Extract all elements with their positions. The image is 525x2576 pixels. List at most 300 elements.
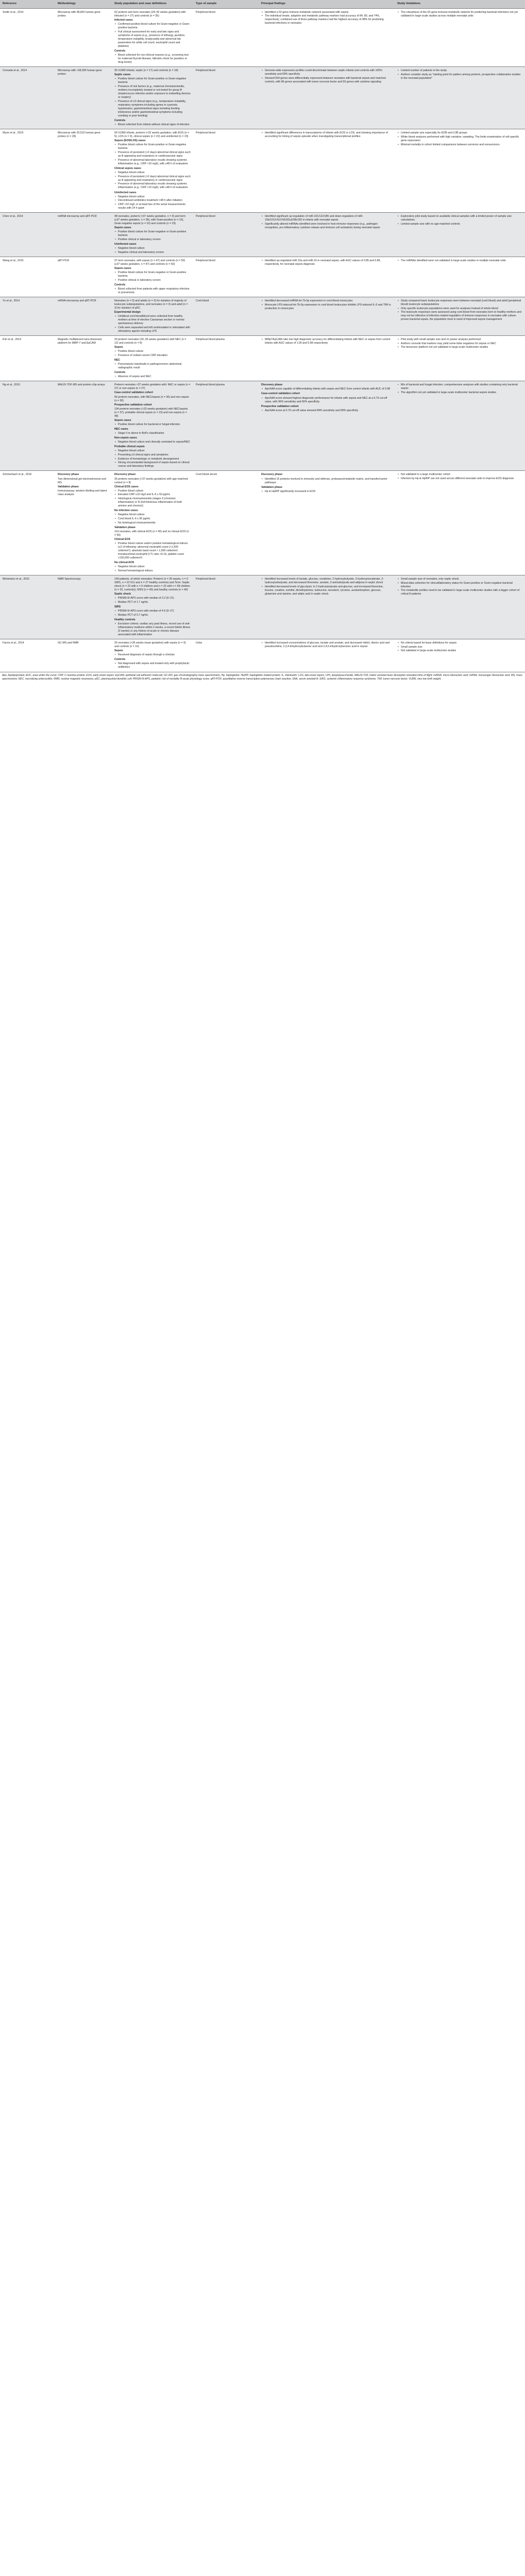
bullet-list	[261, 478, 392, 485]
reference-text: Wang et al., 2015	[3, 259, 24, 262]
table-row	[0, 381, 525, 471]
bullet-item: • Negative clinical and laboratory screen	[118, 251, 191, 255]
bullet-list	[114, 622, 191, 637]
bullet-list	[114, 609, 191, 617]
bullet-item: • The individual innate, adaptive and metabolic pathway markers had accuracy of 84, 80, and 74%, respectively; combined use of three pathway markers had the highest accuracy of 98% for predicting bacterial infections in neonates	[265, 14, 392, 25]
bullet-list	[397, 69, 522, 80]
header-row	[0, 0, 525, 8]
cell-subheading: Sepsis cases	[114, 418, 131, 422]
cell-text: Immunoassay, western blotting and latent class analysis	[58, 489, 107, 496]
header-sample-type: Type of sample	[193, 0, 259, 8]
bullet-item: • Confirmed positive blood culture for Gram-negative or Gram-positive bacteria	[118, 23, 191, 30]
cell-subheading: Sepsis cases	[114, 266, 131, 270]
bullet-item: • Positive blood culture for bacterial or fungal infection	[118, 423, 191, 427]
bullet-item: • Study compared basic leukocyte responses were between neonatal (cord blood) and adult (peripheral blood) leukocyte subpopulations	[401, 299, 522, 307]
bullet-list	[114, 287, 191, 295]
bullet-list	[261, 131, 392, 139]
cell-text: 48 neonates, preterm (<37 weeks gestation, n = 9) and term (≥37 weeks gestation, n = 39), with Gram-positive (n = 15), Gram-negative sepsis (n = 10) and controls (n = 23)	[114, 215, 186, 226]
bullet-list	[397, 11, 522, 18]
bullet-list	[114, 363, 191, 370]
bullet-item: • Infection by Hp & Hp/RP can not used across different neonatal units to improve EOS diagnosis	[401, 477, 522, 481]
cell-sample-type	[193, 575, 259, 639]
cell-sample-type	[193, 257, 259, 297]
sample-text: Cord blood serum	[196, 473, 217, 477]
cell-study-limitations	[395, 381, 525, 471]
cell-methodology	[55, 213, 112, 257]
bullet-item: • Limited sample size especially for EOB and LOB groups	[401, 131, 522, 135]
cell-text: 62 preterm and term neonates (24–42 weeks gestation) with infected (n = 27) and controls (n = 35)	[114, 10, 186, 18]
cell-subheading: Sepsis cases	[114, 226, 131, 230]
reference-text: Yu et al., 2014	[3, 299, 20, 302]
cell-text: Microarray with 48,802 human gene probes	[58, 10, 100, 18]
sample-text: Peripheral blood plasma	[196, 383, 225, 387]
bullet-list	[261, 11, 392, 26]
bullet-item: • Cells were separated and left unstimulated or stimulated with stimulatory agents including LPS	[118, 326, 191, 333]
cell-text: 60 preterm neonates, with NEC/sepsis (n = 30) and non-sepsis (n = 30)	[114, 395, 189, 402]
cell-principal-findings	[259, 639, 395, 672]
cell-methodology	[55, 8, 112, 66]
bullet-item: • Negative blood culture	[118, 171, 191, 175]
bullet-item: • Identified a 52-gene immune-metabolic network associated with sepsis	[265, 11, 392, 14]
bullet-item: • Pneumatosis intestinalis in pathognomonic abdominal radiographic result	[118, 363, 191, 370]
cell-study-limitations	[395, 213, 525, 257]
cell-subheading: NEC	[114, 359, 120, 362]
cell-text: 140 patients, of which neonates: Preterm (n = 39 sepsis, n = 9 SIRS, n = 22 ICU and n = 27 healthy controls) and Term: Septic shock (n = 22 with n = 6 children and n = 22 with n = 58 children (n = 20, controls)); SIRS (n = 40) and healthy controls (n = 40)	[114, 577, 191, 592]
bullet-list	[397, 131, 522, 146]
bullet-item: • Absence of sepsis and NEC	[118, 375, 191, 379]
bullet-item: • Identified significant up-regulation of miR-101/122/185 and down-regulation of miR-15b/101/141/143/181a/29b/183 in infants with neonatal sepsis	[265, 215, 392, 222]
bullet-list	[114, 247, 191, 255]
cell-text: 114 neonates, with clinical EOS (n = 45) and no clinical EOS (n = 69)	[114, 530, 189, 537]
bullet-list	[114, 653, 191, 657]
bullet-item: • Negative blood culture	[118, 513, 191, 517]
cell-text: 20 preterm neonates (24–35 weeks gestation) with NEC (n = 12) and controls (n = 8)	[114, 338, 187, 345]
bullet-item: • Full clinical assessment for early and late signs and symptoms of sepsis (e.g., presence of lethargy, jaundice, temperature instability, bradycardia and abnormal lab parameters for white cell count, neutrophil count and platelets)	[118, 30, 191, 48]
cell-principal-findings	[259, 213, 395, 257]
bullet-list	[397, 299, 522, 322]
cell-text: Microarray with 20,510 human gene probes (n = 28)	[58, 131, 100, 139]
cell-study-population	[112, 471, 193, 575]
cell-subheading: Case-control validation cohort	[114, 391, 153, 395]
cell-text: 104 preterm neonates (<32 weeks gestation) with NEC/sepsis (n = 37), probable clinical sepsis (n = 19) and non-sepsis (n = 48)	[114, 407, 188, 418]
bullet-list	[114, 77, 191, 118]
cell-subheading: Sepsis (EOS/LOS) cases	[114, 139, 146, 143]
cell-subheading: No clinical EOS	[114, 561, 134, 565]
bullet-list	[114, 449, 191, 468]
bullet-item: • Limited sample size with no age-matched controls	[401, 223, 522, 226]
bullet-item: • No histological chorioamnionitis	[118, 521, 191, 525]
bullet-item: • ApoSAA score capable of differentiating infants with sepsis and NEC from control infants with AUC of 0.98	[265, 387, 392, 391]
bullet-item: • Only specific leukocyte populations were used for analyses instead of whole blood	[401, 307, 522, 311]
cell-study-population	[112, 8, 193, 66]
cell-principal-findings	[259, 471, 395, 575]
table-row	[0, 575, 525, 639]
bullet-item: • PRISM-III-APS score with median of 3.2 (0–21)	[118, 597, 191, 600]
cell-text: GC-MS and NMR	[58, 641, 79, 645]
bullet-item: • Authors concede that markers may yield some false negatives for sepsis or NEC	[401, 342, 522, 346]
cell-text: 59 VLBW infants, preterm (<32 weeks gestation; with EOS (n = 5), LOS (n = 9), clinical sepsis (n = 22) and uninfected (n = 23)	[114, 131, 190, 139]
header-principal-findings: Principal findings	[259, 0, 395, 8]
header-study-limitations: Study limitations	[395, 0, 525, 8]
bullet-item: • Identified increased levels of lactate, glucose, creatinine, 2-hydroxybutyrate, 2-hydroxyisovalerate, 2-hydroxyisobutyrate, and decreased threonine, acetate, 2-aminobutyrate and adipose in septic shock	[265, 578, 392, 585]
bullet-item: • PRISM-III-APS score with median of 4.6 (0–27)	[118, 609, 191, 613]
bullet-item: • Pilot study with small sample size and no power analysis performed	[401, 338, 522, 342]
cell-study-limitations	[395, 639, 525, 672]
bullet-item: • Presence of persistent (>2 days) abnormal clinical signs such as ill appearing and respiratory or cardiovascular signs	[118, 151, 191, 158]
bullet-list	[261, 397, 392, 404]
cell-subheading: No infection cases	[114, 509, 138, 513]
cell-text: 35 preterm neonates (<37 weeks gestation) with age-matched control (n = 8)	[114, 477, 188, 484]
bullet-item: • Identified significant differences in transcriptome of infants with EOS or LOS, and showing importance of accounting for timing of sepsis episode when investigating transcriptional profiles	[265, 131, 392, 139]
cell-text: 25 neonates (<35 weeks mean gestation) with sepsis (n = 9) and controls (n = 16)	[114, 641, 186, 649]
cell-subheading: Probable clinical sepsis	[114, 445, 145, 449]
bullet-item: • Identified increased concentrations of glucose, lactate and acetate; and decreased ribitol, ribonic acid and pseudouridine, 2,3,4-trihydroxybutanoic acid and 2,4,6-trihydroxybenzoic acid in sepsis	[265, 641, 392, 649]
bullet-item: • Cord blood IL-6 ≤ 50 pg/mL	[118, 517, 191, 521]
cell-sample-type	[193, 67, 259, 129]
bullet-item: • Showed 554 genes were differentially expressed between neonates with bacterial sepsis and matched controls, with 86 genes associated with tumor necrosis factor and 59 genes with cytokine signaling	[265, 77, 392, 84]
cell-methodology	[55, 67, 112, 129]
bullet-list	[397, 338, 522, 349]
bullet-list	[261, 578, 392, 596]
cell-study-population	[112, 575, 193, 639]
cell-text: Neonates (n = 3) and adults (n = 3) for isolation of majority of leukocyte subpopulations, and neonates (n = 3) and adult (n = 3) for isolation of pDC	[114, 299, 188, 310]
bullet-list	[261, 641, 392, 649]
bullet-item: • ApoSAA score showed highest diagnostic performance for infants with sepsis and NEC at a 0.75 cut-off value, with 96% sensitivity and 90% specificity	[265, 397, 392, 404]
bullet-item: • Umbilical cord blood/blood were collected from healthy mothers at time of elective Caesarean section or normal spontaneous delivery	[118, 315, 191, 326]
table-row	[0, 67, 525, 129]
bullet-item: • Hp & Hp/RP significantly increased in EOS	[265, 490, 392, 494]
cell-text: Two dimensional gel electrophoresis and MS	[58, 477, 106, 484]
reference-text: Kim et al., 2014	[3, 338, 22, 342]
cell-subheading: Sepsis	[114, 649, 123, 653]
table-row	[0, 257, 525, 297]
reference-text: Mickiewicz et al., 2015	[3, 577, 29, 581]
bullet-item: • Small sample size of neonates, only septic shock	[401, 578, 522, 581]
bullet-item: • Limited number of patients in the study	[401, 69, 522, 73]
cell-principal-findings	[259, 129, 395, 213]
cell-subheading: Controls	[114, 119, 126, 123]
cell-study-population	[112, 67, 193, 129]
cell-subheading: Discovery phase	[261, 383, 283, 387]
cell-text: Preterm neonates <37 weeks gestation with: NEC or sepsis (n = 37) or non-sepsis (n = 27)	[114, 383, 191, 391]
bullet-item: • The metabolite profiles need to be validated in large-scale multicenter studies with a bigger cohort of critical ill patients	[401, 589, 522, 596]
cell-subheading: Prospective validation cohort	[114, 403, 152, 406]
bullet-list	[114, 423, 191, 427]
cell-subheading: Controls	[114, 283, 126, 286]
cell-subheading: Discovery phase	[58, 473, 79, 477]
bullet-item: • MMp7/EpCAM ratio low high diagnostic accuracy for differentiating infants with NEC or sepsis from control infants with AUC values of 1.00 and 0.98 respectively	[265, 338, 392, 345]
bullet-item: • Exclusion criteria: cardiac any past illness, recent use of anti-inflammatory medicine within 2 weeks, a recent febrile illness (2 weeks) or any history of acute or chronic disease associated with inflammation	[118, 622, 191, 637]
bullet-item: • Negative blood culture	[118, 449, 191, 453]
cell-text: Magnetic multiplexed nano-biosensor platform for MMP-7 and EpCAM	[58, 338, 102, 345]
cell-reference	[0, 213, 55, 257]
cell-subheading: Septic cases	[114, 73, 131, 77]
cell-study-population	[112, 381, 193, 471]
cell-subheading: Healthy controls	[114, 618, 136, 621]
bullet-item: • The biosensor platform not yet validated in large-scale multicenter studies	[401, 346, 522, 349]
cell-subheading: Controls	[114, 49, 126, 53]
reference-text: Chen et al., 2014	[3, 215, 23, 218]
table-row	[0, 8, 525, 66]
cell-methodology	[55, 129, 112, 213]
bullet-item: • Significantly altered miRNAs identified were involved in host immune responses (e.g., pathogen recognition, pro-inflammatory cytokine release and immune cell activation) during neonatal sepsis	[265, 223, 392, 230]
bullet-item: • Strong circumstantial background of sepsis based on clinical course and laboratory findings	[118, 461, 191, 468]
cell-sample-type	[193, 213, 259, 257]
cell-study-population	[112, 257, 193, 297]
cell-study-limitations	[395, 8, 525, 66]
cell-study-limitations	[395, 67, 525, 129]
table-row	[0, 297, 525, 335]
bullet-item: • Authors consider study as "starting point for pattern among preterm, prospective collaborative studies in the neonatal population"	[401, 73, 522, 80]
bullet-item: • ApoSAA score at 0.75 cut-off value showed 84% sensitivity and 89% specificity	[265, 409, 392, 413]
sample-text: Peripheral blood	[196, 215, 215, 218]
bullet-item: • The robustness of the 52-gene immune-metabolic network for predicting bacterial infections not yet validated in large-scale studies across multiple neonatal units	[401, 11, 522, 18]
bullet-item: • Positive blood culture	[118, 489, 191, 493]
cell-study-limitations	[395, 257, 525, 297]
cell-reference	[0, 67, 55, 129]
cell-principal-findings	[259, 257, 395, 297]
cell-study-population	[112, 297, 193, 335]
bullet-item: • Presence of sodium serum CRP elevation	[118, 354, 191, 358]
bullet-item: • Minimal mortality in cohort limited comparisons between survivors and nonsurvivors	[401, 143, 522, 147]
bullet-item: • CRP <10 mg/l, in at least two of the serial measurements results with 24 h apart	[118, 203, 191, 210]
bullet-item: • Mix of bacterial and fungal infection; comprehensive analyses with studies containing only bacterial sepsis	[401, 383, 522, 391]
bullet-item: • Not diagnosed with sepsis and treated only with prophylactic antibiotics	[118, 662, 191, 669]
cell-sample-type	[193, 639, 259, 672]
bullet-list	[114, 350, 191, 358]
cell-reference	[0, 639, 55, 672]
header-reference: Reference	[0, 0, 55, 8]
cell-study-population	[112, 129, 193, 213]
bullet-list	[397, 473, 522, 481]
cell-study-limitations	[395, 297, 525, 335]
bullet-item: • Received diagnosis of sepsis through a clinician	[118, 653, 191, 657]
cell-study-limitations	[395, 336, 525, 381]
cell-subheading: Validation phase	[261, 485, 282, 489]
cell-study-limitations	[395, 129, 525, 213]
bullet-list	[114, 143, 191, 166]
cell-study-limitations	[395, 575, 525, 639]
bullet-item: • Stage II or above in Bell's classification	[118, 432, 191, 435]
cell-principal-findings	[259, 8, 395, 66]
cell-subheading: Validation phase	[58, 485, 79, 488]
cell-sample-type	[193, 381, 259, 471]
bullet-list	[114, 565, 191, 573]
cell-principal-findings	[259, 381, 395, 471]
table-row	[0, 639, 525, 672]
bullet-list	[114, 230, 191, 242]
bullet-list	[261, 299, 392, 311]
cell-sample-type	[193, 471, 259, 575]
bullet-item: • Elevated CRP ≥10 mg/l and IL-6 ≥ 50 pg/mL	[118, 493, 191, 497]
table-page	[0, 0, 525, 683]
bullet-item: • Identified decreased levels of glycolysis: in 2-hydroxybutyrate and glucose, and increased threonine, leucine, creatine, sorbitol, dimethylamine, isoleucine, isovaleric, tyrosine, acetaminophen, glucose, glutamine and alanine, and adipic acid in septic shock	[265, 585, 392, 596]
bullet-item: • Blood collected from infants without clinical signs of infection	[118, 123, 191, 127]
bullet-item: • Normal hematological indices	[118, 569, 191, 573]
bullet-list	[397, 641, 522, 653]
bullet-item: • Monocyte LPS-induced let-7b-5p expression in cord blood leukocytes inhibits LPS-induced IL-6 and TNF-α production in monocytes	[265, 303, 392, 311]
table-body	[0, 8, 525, 671]
cell-methodology	[55, 297, 112, 335]
cell-subheading: Prospective validation cohort	[261, 404, 299, 408]
sample-text: Urine	[196, 641, 202, 645]
bullet-item: • Identified decreased miRNA let-7b-5p expression in cord blood monocytes	[265, 299, 392, 303]
bullet-list	[114, 513, 191, 524]
cell-subheading: Clinical EOS	[114, 537, 130, 541]
bullet-item: • Blood collected for non-clinical reasons (e.g., screening test for maternal thyroid disease, bilirubin check for jaundice or drug levels)	[118, 54, 191, 64]
cell-subheading: Sepsis	[114, 346, 123, 349]
bullet-list	[397, 259, 522, 263]
cell-subheading: Discovery phase	[114, 473, 136, 477]
cell-study-population	[112, 639, 193, 672]
bullet-item: • Negative blood culture and clinically unrelated to sepsis/NEC	[118, 440, 191, 444]
table-row	[0, 213, 525, 257]
sample-text: Peripheral blood	[196, 131, 215, 135]
bullet-list	[114, 315, 191, 333]
reference-text: Smith et al., 2014	[3, 10, 24, 14]
bullet-list	[397, 215, 522, 226]
cell-subheading: NEC cases	[114, 428, 128, 431]
bullet-list	[114, 597, 191, 604]
bullet-list	[261, 259, 392, 266]
cell-subheading: Discovery phase	[261, 473, 283, 477]
cell-methodology	[55, 575, 112, 639]
bullet-item: • Discontinued antibiotics treatment <48 h after initiation	[118, 199, 191, 202]
bullet-item: • No criteria based for-base definitions for sepsis	[401, 641, 522, 645]
cell-principal-findings	[259, 575, 395, 639]
bullet-item: • Presence of persistent (>2 days) abnormal clinical signs such as ill appearing and respiratory or cardiovascular signs	[118, 175, 191, 182]
cell-sample-type	[193, 336, 259, 381]
reference-text: Ng et al., 2010	[3, 383, 20, 387]
bullet-item: • Mixed data collection for clinical/laboratory status for Gram-positive or Gram-negative bacterial infection	[401, 582, 522, 589]
bullet-item: • Evidence of hematologic or metabolic derangement	[118, 457, 191, 461]
bullet-list	[114, 489, 191, 509]
cell-subheading: Controls	[114, 658, 126, 662]
bullet-item: • Positive blood culture	[118, 350, 191, 353]
bullet-item: • The miRNAs identified were not validated in large-scale studies in multiple neonatal units	[401, 259, 522, 263]
cell-subheading: Non-sepsis cases	[114, 436, 137, 440]
cell-subheading: Validation phase	[114, 526, 136, 529]
cell-text: 97 term neonates, with sepsis (n = 47) and controls (n = 50) (≥37 weeks gestation, n = 47) and controls (n = 50)	[114, 259, 185, 266]
bullet-item: • Positive blood culture for Gram-negative or Gram-positive bacteria	[118, 271, 191, 278]
bullet-item: • The algorithm not yet validated in large-scale multicenter bacterial sepsis studies	[401, 391, 522, 395]
cell-study-limitations	[395, 471, 525, 575]
bullet-item: • Identified up-regulated miR-15a and miR-16 in neonatal sepsis, with AUC values of 0.85 and 0.86, respectively, for neonatal sepsis diagnosis	[265, 259, 392, 266]
bullet-list	[114, 432, 191, 435]
cell-principal-findings	[259, 67, 395, 129]
bullet-item: • Not validated in large-scale multicenter studies	[401, 649, 522, 653]
bullet-item: • Positive blood culture for Gram-positive or Gram-negative bacteria	[118, 143, 191, 150]
cell-text: mRNA microarray and qRT-PCR	[58, 299, 96, 302]
bullet-item: • White blood analyses performed with high variation; sampling. The limits examination of cell-specific gene expression	[401, 135, 522, 143]
bullet-list	[114, 440, 191, 444]
cell-methodology	[55, 639, 112, 672]
cell-principal-findings	[259, 336, 395, 381]
bullet-item: • Presence of abnormal laboratory results showing systemic inflammation (e.g., CRP >10 mg/l), with ≥48 h of evaluation	[118, 159, 191, 166]
cell-methodology	[55, 471, 112, 575]
reference-text: Schmerbach et al., 2016	[3, 473, 32, 477]
cell-text: Microarray with >28,000 human gene probes	[58, 69, 102, 76]
cell-sample-type	[193, 297, 259, 335]
cell-subheading: Case-control validation cohort	[261, 392, 300, 396]
bullet-item: • Median PCT of 0.7 ng/mL	[118, 614, 191, 617]
cell-reference	[0, 257, 55, 297]
header-study-population: Study population and case definitions	[112, 0, 193, 8]
bullet-list	[397, 383, 522, 395]
reference-text: Cernada et al., 2014	[3, 69, 27, 73]
cell-sample-type	[193, 8, 259, 66]
cell-methodology	[55, 381, 112, 471]
cell-text: NMR Spectroscopy	[58, 577, 81, 581]
bullet-list	[114, 23, 191, 48]
cell-subheading: Septic shock	[114, 592, 131, 596]
bullet-list	[114, 375, 191, 379]
bullet-item: • Histological chorioamnionitis (stages II (chorionic inflammation) or III (full-thickness inflammation of both amnion and chorion))	[118, 497, 191, 508]
header-methodology: Methodology	[55, 0, 112, 8]
reference-text: Fanos et al., 2014	[3, 641, 24, 645]
bullet-list	[261, 69, 392, 84]
sample-text: Peripheral blood	[196, 69, 215, 73]
bullet-list	[114, 171, 191, 190]
reference-text: Wynn et al., 2015	[3, 131, 24, 135]
bullet-item: • Blood collected from patients with upper respiratory infection or pneumonia	[118, 287, 191, 295]
bullet-list	[114, 195, 191, 210]
cell-reference	[0, 8, 55, 66]
cell-subheading: Clinical sepsis cases	[114, 166, 141, 170]
cell-reference	[0, 471, 55, 575]
bullet-list	[114, 662, 191, 669]
bullet-item: • Median PCT of 1.7 ng/mL	[118, 601, 191, 604]
cell-text: miRNA microarray and qRT-PCR	[58, 215, 97, 218]
bullet-item: • The leukocyte responses were assessed using cord blood from neonates born to healthy mothers and may not be reflective of infection-related regulation of immune responses in neonates with culture-proven bacterial sepsis, the population most in need of improved sepsis management	[401, 311, 522, 321]
bullet-item: • Positive clinical or laboratory screen	[118, 279, 191, 282]
bullet-item: • Presence of risk factors (e.g., maternal chorioamnionitis, mothers incompletely treated or not tested for group B streptococcus infection and/or exposure to indwelling devices or surgery)	[118, 85, 191, 99]
cell-text: MALDI-TOF-MS and protein chip arrays	[58, 383, 105, 387]
bullet-list	[114, 54, 191, 64]
cell-subheading: SIRS	[114, 605, 121, 608]
table-footnote: Apo, Apolipoprotein; AUC, area under the curve; CRP, C-reactive protein; EOS, early-onset sepsis; EpCAM, epithelial cell adhesion molecule; GC-MS, gas chromatography mass spectrometry; Hp, haptoglobin; Hp/RP, haptoglobin related protein; IL, interleukin; LOS, late-onset sepsis; LPS, lipopolysaccharide; MALDI-TOF, matrix assisted laser desorption ionization-time of flight; miRNA, micro-ribonucleic acid; mRNA, messenger ribonucleic acid; MS, mass spectrometry; NEC, necrotizing enterocolitis; NMR, nuclear magnetic resonance; pDC, plasmacytoid dendritic cell; PRISM-III-APS, pediatric risk of mortality III-acute physiology score; qRT-PCR, quantitative reverse transcription polymerase chain reaction; SAA, serum amyloid A; SIRS, systemic inflammatory response syndrome; TNF, tumor necrosis factor; VLBW, very low birth weight.	[0, 672, 525, 683]
bullet-list	[114, 271, 191, 282]
bullet-item: • Negative blood culture	[118, 247, 191, 250]
cell-subheading: Clinical EOS cases	[114, 485, 139, 488]
cell-subheading: Infected cases	[114, 18, 133, 22]
bullet-list	[261, 387, 392, 391]
cell-subheading: Uninfected cases	[114, 243, 137, 246]
cell-reference	[0, 336, 55, 381]
bullet-item: • Presence of ≥3 clinical signs (e.g., temperature instability, respiratory symptoms including apnea or cyanosis, hypotension, gastrointestinal signs including feeding intolerance and/or gastrointestinal symptoms including vomiting or poor feeding)	[118, 100, 191, 118]
sample-text: Peripheral blood	[196, 259, 215, 262]
studies-table	[0, 0, 525, 672]
bullet-item: • Genome-wide expression profiles could discriminate between septic infants and controls with 100% sensitivity and 69% specificity	[265, 69, 392, 76]
bullet-list	[261, 409, 392, 413]
cell-reference	[0, 297, 55, 335]
bullet-item: • Small sample size	[401, 646, 522, 649]
bullet-item: • Positive clinical or laboratory screen	[118, 238, 191, 242]
sample-text: Peripheral blood plasma	[196, 338, 225, 342]
cell-sample-type	[193, 129, 259, 213]
bullet-list	[397, 578, 522, 597]
cell-methodology	[55, 336, 112, 381]
cell-subheading: Controls	[114, 371, 126, 375]
cell-reference	[0, 381, 55, 471]
table-row	[0, 471, 525, 575]
cell-reference	[0, 129, 55, 213]
cell-reference	[0, 575, 55, 639]
bullet-list	[114, 542, 191, 560]
cell-principal-findings	[259, 297, 395, 335]
cell-methodology	[55, 257, 112, 297]
cell-subheading: Experimental design	[114, 311, 141, 314]
